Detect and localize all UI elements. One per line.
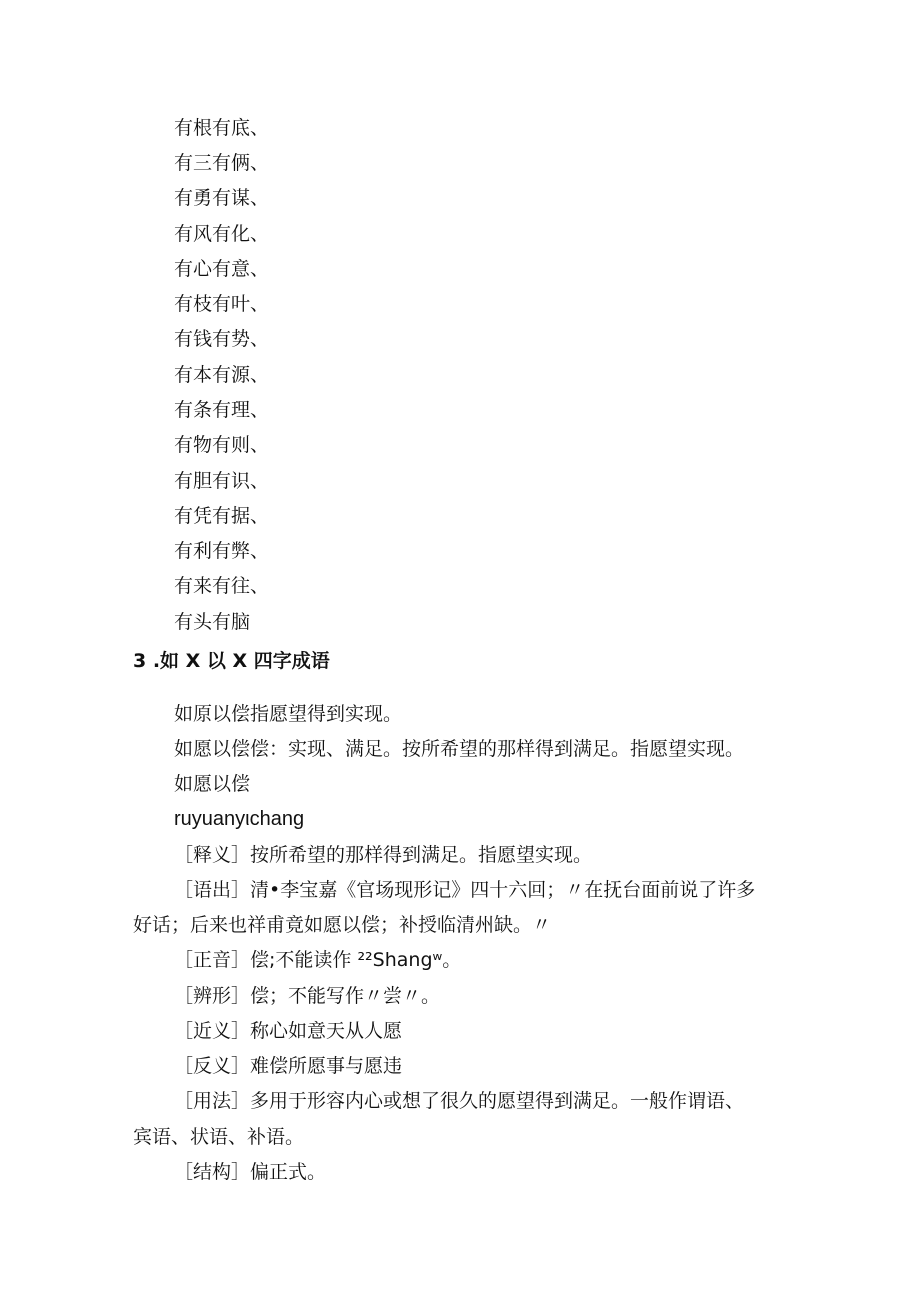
idiom-list-item: 有利有弊、 <box>174 540 270 562</box>
idiom-list-item: 有胆有识、 <box>174 470 270 492</box>
idiom-list-item: 有心有意、 <box>174 258 270 280</box>
idiom-list-item: 有头有脑 <box>174 611 251 633</box>
idiom-list-item: 有本有源、 <box>174 364 270 386</box>
entry-pinyin: ruyuanyιchang <box>174 808 305 830</box>
idiom-list-item: 有钱有势、 <box>174 328 270 350</box>
idiom-list-item: 有三有俩、 <box>174 152 270 174</box>
entry-bianxing: ［辨形］偿；不能写作〃尝〃。 <box>174 985 441 1007</box>
entry-yongfa-line2: 宾语、状语、补语。 <box>133 1126 305 1148</box>
entry-yuchu-line1: ［语出］清•李宝嘉《官场现形记》四十六回；〃在抚台面前说了许多 <box>174 879 756 901</box>
entry-jiegou: ［结构］偏正式。 <box>174 1161 327 1183</box>
idiom-list-item: 有枝有叶、 <box>174 293 270 315</box>
entry-fanyi: ［反义］难偿所愿事与愿违 <box>174 1055 403 1077</box>
idiom-list-item: 有风有化、 <box>174 223 270 245</box>
entry-zhengyin: ［正音］偿;不能读作 ²²Shangʷ。 <box>174 949 462 971</box>
entry-jinyi: ［近义］称心如意天从人愿 <box>174 1020 403 1042</box>
idiom-list-item: 有根有底、 <box>174 117 270 139</box>
entry-definition: 如愿以偿偿：实现、满足。按所希望的那样得到满足。指愿望实现。 <box>174 738 745 760</box>
entry-yuchu-line2: 好话；后来也祥甫竟如愿以偿；补授临清州缺。〃 <box>133 914 552 936</box>
idiom-list-item: 有来有往、 <box>174 575 270 597</box>
entry-title: 如愿以偿 <box>174 773 251 795</box>
section-heading: 3 .如 X 以 X 四字成语 <box>133 650 330 672</box>
idiom-list-item: 有凭有据、 <box>174 505 270 527</box>
idiom-list-item: 有勇有谋、 <box>174 187 270 209</box>
idiom-list-item: 有条有理、 <box>174 399 270 421</box>
entry-shiyi: ［释义］按所希望的那样得到满足。指愿望实现。 <box>174 844 593 866</box>
entry-yongfa-line1: ［用法］多用于形容内心或想了很久的愿望得到满足。一般作谓语、 <box>174 1090 745 1112</box>
idiom-list-item: 有物有则、 <box>174 434 270 456</box>
entry-summary: 如原以偿指愿望得到实现。 <box>174 703 403 725</box>
